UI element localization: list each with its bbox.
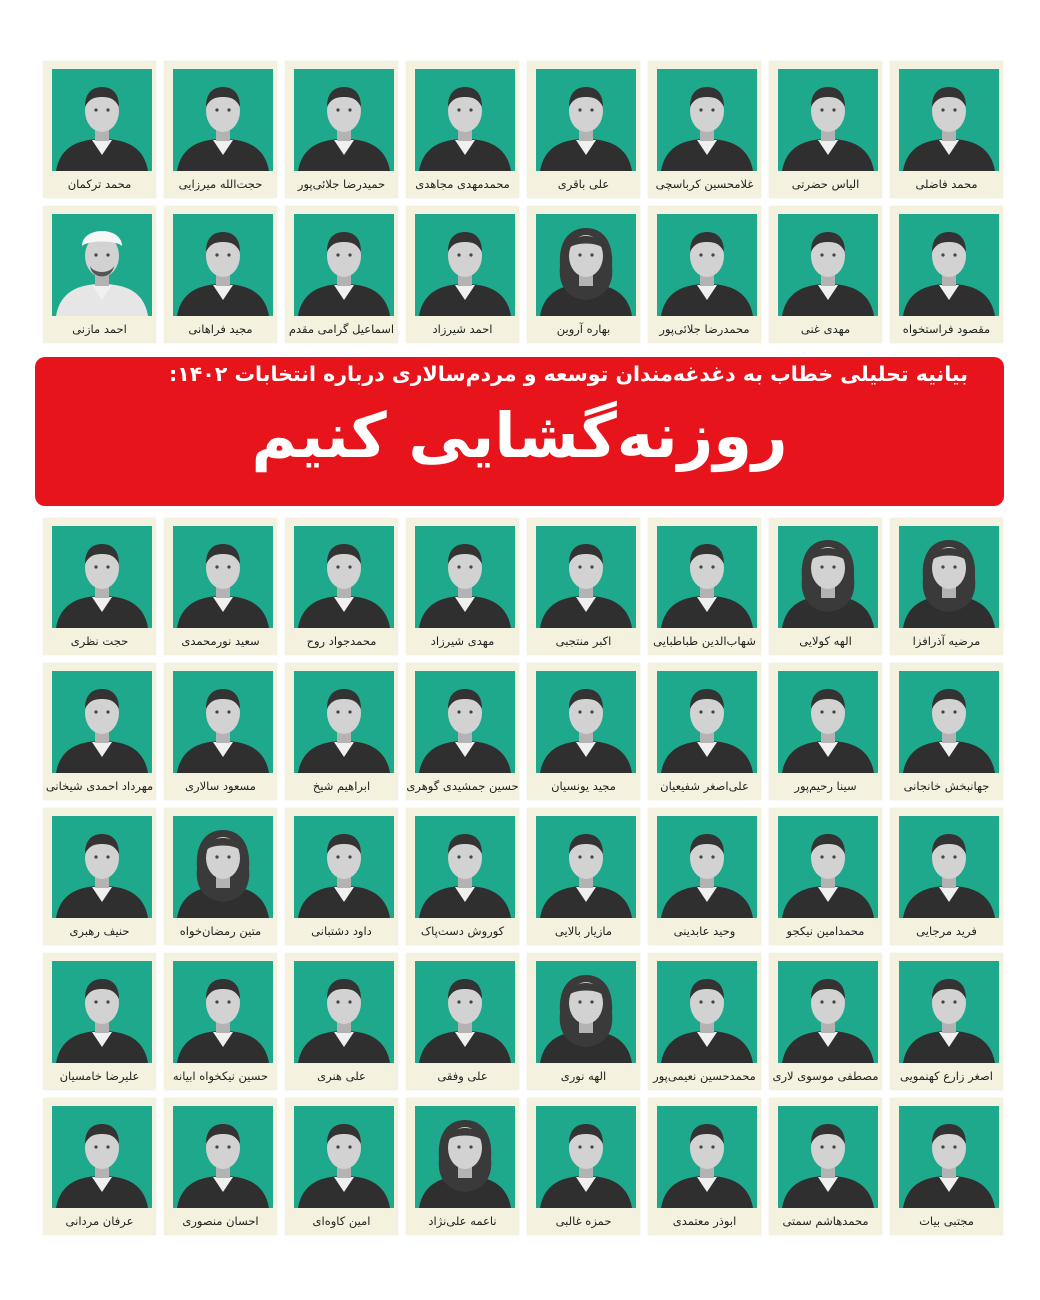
- person-silhouette-icon: [899, 961, 999, 1063]
- portrait-photo: [52, 526, 152, 628]
- person-silhouette-icon: [173, 214, 273, 316]
- portrait-photo: [52, 671, 152, 773]
- portrait-photo: [778, 214, 878, 316]
- portrait-photo: [899, 69, 999, 171]
- person-silhouette-icon: [899, 1106, 999, 1208]
- person-silhouette-icon: [415, 816, 515, 918]
- person-name: اصغر زارع کهنمویی: [900, 1069, 993, 1083]
- portrait-photo: [657, 1106, 757, 1208]
- person-name: مازیار بالایی: [554, 924, 613, 938]
- portrait-card: [648, 808, 761, 945]
- portrait-card: [406, 953, 519, 1090]
- portrait-photo: [415, 961, 515, 1063]
- person-silhouette-icon: [778, 816, 878, 918]
- portrait-card: [285, 808, 398, 945]
- portrait-card: [648, 206, 761, 343]
- person-silhouette-icon: [778, 214, 878, 316]
- person-silhouette-icon: [657, 671, 757, 773]
- person-name: محمدحسین نعیمی‌پور: [653, 1069, 756, 1083]
- person-silhouette-icon: [536, 214, 636, 316]
- portrait-photo: [899, 214, 999, 316]
- portrait-photo: [536, 526, 636, 628]
- portrait-photo: [415, 69, 515, 171]
- person-name: مهدی غنی: [800, 322, 851, 336]
- person-name: امین کاوه‌ای: [312, 1214, 371, 1228]
- portrait-photo: [899, 671, 999, 773]
- portrait-card: [769, 206, 882, 343]
- portrait-photo: [294, 1106, 394, 1208]
- person-name: علیرضا خامسیان: [59, 1069, 140, 1083]
- person-silhouette-icon: [173, 1106, 273, 1208]
- person-silhouette-icon: [657, 69, 757, 171]
- portrait-card: [527, 518, 640, 655]
- portrait-card: [406, 1098, 519, 1235]
- portrait-photo: [294, 214, 394, 316]
- person-silhouette-icon: [536, 69, 636, 171]
- person-name: عرفان مردانی: [65, 1214, 134, 1228]
- person-silhouette-icon: [294, 961, 394, 1063]
- person-silhouette-icon: [657, 526, 757, 628]
- person-name: سینا رحیم‌پور: [794, 779, 857, 793]
- portrait-card: [43, 518, 156, 655]
- person-name: محمدمهدی مجاهدی: [415, 177, 510, 191]
- portrait-card: [406, 663, 519, 800]
- person-name: حمزه غالبی: [555, 1214, 612, 1228]
- portrait-card: [164, 206, 277, 343]
- banner-subtitle: بیانیه تحلیلی خطاب به دغدغه‌مندان توسعه و مردم‌سالاری درباره انتخابات ۱۴۰۲:: [169, 362, 968, 386]
- portrait-card: [164, 953, 277, 1090]
- person-silhouette-icon: [536, 816, 636, 918]
- person-name: احسان منصوری: [182, 1214, 259, 1228]
- headline-banner: [35, 357, 1004, 506]
- portrait-photo: [294, 526, 394, 628]
- portrait-photo: [173, 69, 273, 171]
- person-name: حنیف رهبری: [69, 924, 130, 938]
- person-silhouette-icon: [415, 526, 515, 628]
- portrait-photo: [778, 816, 878, 918]
- person-name: محمدرضا جلائی‌پور: [659, 322, 750, 336]
- portrait-photo: [536, 816, 636, 918]
- person-name: احمد شیرزاد: [432, 322, 493, 336]
- person-silhouette-icon: [52, 961, 152, 1063]
- portrait-photo: [52, 961, 152, 1063]
- portrait-card: [406, 808, 519, 945]
- portrait-card: [769, 808, 882, 945]
- person-silhouette-icon: [173, 526, 273, 628]
- person-silhouette-icon: [899, 69, 999, 171]
- person-silhouette-icon: [52, 1106, 152, 1208]
- portrait-card: [890, 206, 1003, 343]
- portrait-card: [43, 1098, 156, 1235]
- portrait-photo: [899, 526, 999, 628]
- person-name: الهه نوری: [560, 1069, 607, 1083]
- portrait-card: [527, 953, 640, 1090]
- person-name: حجت‌الله میرزایی: [178, 177, 263, 191]
- portrait-photo: [294, 961, 394, 1063]
- portrait-card: [527, 808, 640, 945]
- portrait-photo: [536, 69, 636, 171]
- person-silhouette-icon: [536, 1106, 636, 1208]
- portrait-photo: [173, 961, 273, 1063]
- portrait-photo: [294, 671, 394, 773]
- portrait-card: [769, 518, 882, 655]
- portrait-photo: [657, 816, 757, 918]
- person-name: علی هنری: [317, 1069, 366, 1083]
- portrait-card: [769, 953, 882, 1090]
- portrait-photo: [778, 526, 878, 628]
- person-name: اکبر منتجبی: [555, 634, 612, 648]
- person-silhouette-icon: [173, 961, 273, 1063]
- portrait-card: [285, 206, 398, 343]
- portrait-card: [648, 1098, 761, 1235]
- portrait-photo: [415, 214, 515, 316]
- portrait-card: [164, 61, 277, 198]
- person-name: مهدی شیرزاد: [430, 634, 495, 648]
- portrait-photo: [415, 1106, 515, 1208]
- person-name: ابوذر معتمدی: [672, 1214, 737, 1228]
- portrait-card: [890, 953, 1003, 1090]
- portrait-photo: [52, 214, 152, 316]
- person-silhouette-icon: [294, 69, 394, 171]
- person-silhouette-icon: [778, 961, 878, 1063]
- portrait-photo: [778, 961, 878, 1063]
- portrait-grid-bottom: [37, 518, 1003, 1235]
- person-name: مجید یونسیان: [551, 779, 616, 793]
- portrait-card: [890, 663, 1003, 800]
- portrait-photo: [415, 671, 515, 773]
- person-silhouette-icon: [415, 69, 515, 171]
- person-silhouette-icon: [52, 816, 152, 918]
- portrait-card: [648, 953, 761, 1090]
- portrait-grid-top: [37, 61, 1003, 343]
- portrait-card: [164, 808, 277, 945]
- portrait-photo: [657, 526, 757, 628]
- portrait-photo: [52, 816, 152, 918]
- portrait-card: [43, 808, 156, 945]
- person-name: اسماعیل گرامی مقدم: [288, 322, 395, 336]
- person-name: مرضیه آذرافزا: [912, 634, 981, 648]
- portrait-card: [406, 206, 519, 343]
- portrait-card: [527, 663, 640, 800]
- person-silhouette-icon: [52, 214, 152, 316]
- person-silhouette-icon: [657, 1106, 757, 1208]
- person-name: شهاب‌الدین طباطبایی: [653, 634, 756, 648]
- person-silhouette-icon: [899, 671, 999, 773]
- portrait-card: [285, 1098, 398, 1235]
- portrait-photo: [415, 816, 515, 918]
- portrait-photo: [536, 1106, 636, 1208]
- portrait-card: [890, 518, 1003, 655]
- portrait-photo: [52, 69, 152, 171]
- portrait-card: [164, 518, 277, 655]
- person-silhouette-icon: [778, 69, 878, 171]
- person-silhouette-icon: [899, 816, 999, 918]
- person-name: کوروش دست‌پاک: [420, 924, 505, 938]
- person-silhouette-icon: [899, 214, 999, 316]
- portrait-card: [890, 808, 1003, 945]
- person-name: الهه کولایی: [799, 634, 852, 648]
- person-silhouette-icon: [415, 214, 515, 316]
- person-name: محمدامین نیکجو: [786, 924, 865, 938]
- person-silhouette-icon: [778, 526, 878, 628]
- person-name: وحید عابدینی: [673, 924, 736, 938]
- person-silhouette-icon: [536, 671, 636, 773]
- person-name: حجت نظری: [70, 634, 129, 648]
- portrait-photo: [899, 961, 999, 1063]
- person-silhouette-icon: [294, 1106, 394, 1208]
- portrait-card: [648, 518, 761, 655]
- portrait-card: [43, 953, 156, 1090]
- portrait-photo: [173, 526, 273, 628]
- person-silhouette-icon: [657, 961, 757, 1063]
- banner-title: روزنه‌گشایی کنیم: [251, 399, 788, 472]
- portrait-card: [769, 61, 882, 198]
- person-silhouette-icon: [415, 671, 515, 773]
- person-name: محمد فاضلی: [915, 177, 978, 191]
- person-name: ناعمه علی‌نژاد: [428, 1214, 497, 1228]
- person-name: مسعود سالاری: [185, 779, 256, 793]
- portrait-card: [648, 61, 761, 198]
- person-name: مهرداد احمدی شیخانی: [45, 779, 154, 793]
- portrait-card: [648, 663, 761, 800]
- person-name: مصطفی موسوی لاری: [772, 1069, 879, 1083]
- person-silhouette-icon: [173, 816, 273, 918]
- person-silhouette-icon: [536, 961, 636, 1063]
- person-silhouette-icon: [52, 671, 152, 773]
- person-name: علی وفقی: [437, 1069, 488, 1083]
- portrait-card: [164, 663, 277, 800]
- portrait-card: [43, 663, 156, 800]
- portrait-card: [769, 1098, 882, 1235]
- person-silhouette-icon: [294, 671, 394, 773]
- portrait-photo: [415, 526, 515, 628]
- portrait-card: [285, 518, 398, 655]
- person-silhouette-icon: [52, 526, 152, 628]
- person-name: علی‌اصغر شفیعیان: [660, 779, 749, 793]
- portrait-card: [406, 518, 519, 655]
- portrait-photo: [294, 69, 394, 171]
- portrait-photo: [173, 214, 273, 316]
- person-name: فرید مرجایی: [916, 924, 977, 938]
- portrait-photo: [52, 1106, 152, 1208]
- portrait-photo: [778, 69, 878, 171]
- portrait-photo: [294, 816, 394, 918]
- portrait-photo: [657, 961, 757, 1063]
- person-name: مجید فراهانی: [188, 322, 253, 336]
- portrait-photo: [536, 671, 636, 773]
- person-silhouette-icon: [415, 1106, 515, 1208]
- person-silhouette-icon: [778, 671, 878, 773]
- portrait-photo: [899, 816, 999, 918]
- person-name: محمدهاشم سمتی: [782, 1214, 869, 1228]
- portrait-card: [43, 61, 156, 198]
- person-name: بهاره آروین: [556, 322, 611, 336]
- portrait-photo: [657, 69, 757, 171]
- person-name: ابراهیم شیخ: [312, 779, 371, 793]
- person-name: احمد مازنی: [72, 322, 127, 336]
- portrait-card: [527, 1098, 640, 1235]
- portrait-photo: [778, 1106, 878, 1208]
- portrait-photo: [173, 671, 273, 773]
- person-silhouette-icon: [173, 69, 273, 171]
- portrait-card: [285, 61, 398, 198]
- person-silhouette-icon: [294, 214, 394, 316]
- person-silhouette-icon: [778, 1106, 878, 1208]
- portrait-photo: [173, 816, 273, 918]
- portrait-photo: [536, 961, 636, 1063]
- person-name: حمیدرضا جلائی‌پور: [297, 177, 386, 191]
- person-name: حسین جمشیدی گوهری: [406, 779, 519, 793]
- person-name: سعید نورمحمدی: [181, 634, 260, 648]
- portrait-photo: [778, 671, 878, 773]
- person-name: حسین نیکخواه ابیانه: [172, 1069, 269, 1083]
- person-silhouette-icon: [415, 961, 515, 1063]
- portrait-card: [527, 206, 640, 343]
- person-silhouette-icon: [294, 526, 394, 628]
- portrait-card: [43, 206, 156, 343]
- person-name: مجتبی بیات: [919, 1214, 974, 1228]
- person-silhouette-icon: [536, 526, 636, 628]
- portrait-photo: [899, 1106, 999, 1208]
- portrait-card: [406, 61, 519, 198]
- person-name: جهانبخش خانجانی: [903, 779, 990, 793]
- person-silhouette-icon: [899, 526, 999, 628]
- portrait-photo: [536, 214, 636, 316]
- portrait-card: [769, 663, 882, 800]
- person-name: متین رمضان‌خواه: [179, 924, 262, 938]
- person-name: غلامحسین کرباسچی: [655, 177, 754, 191]
- portrait-photo: [657, 671, 757, 773]
- portrait-photo: [173, 1106, 273, 1208]
- person-name: الیاس حضرتی: [791, 177, 860, 191]
- person-silhouette-icon: [657, 816, 757, 918]
- person-silhouette-icon: [657, 214, 757, 316]
- portrait-photo: [657, 214, 757, 316]
- person-name: مقصود فراستخواه: [902, 322, 991, 336]
- portrait-card: [527, 61, 640, 198]
- portrait-card: [164, 1098, 277, 1235]
- person-silhouette-icon: [52, 69, 152, 171]
- portrait-card: [890, 1098, 1003, 1235]
- person-name: محمدجواد روح: [306, 634, 377, 648]
- person-silhouette-icon: [294, 816, 394, 918]
- person-name: علی باقری: [557, 177, 610, 191]
- portrait-card: [285, 663, 398, 800]
- portrait-card: [285, 953, 398, 1090]
- person-name: داود دشتبانی: [311, 924, 372, 938]
- person-name: محمد ترکمان: [67, 177, 132, 191]
- portrait-card: [890, 61, 1003, 198]
- person-silhouette-icon: [173, 671, 273, 773]
